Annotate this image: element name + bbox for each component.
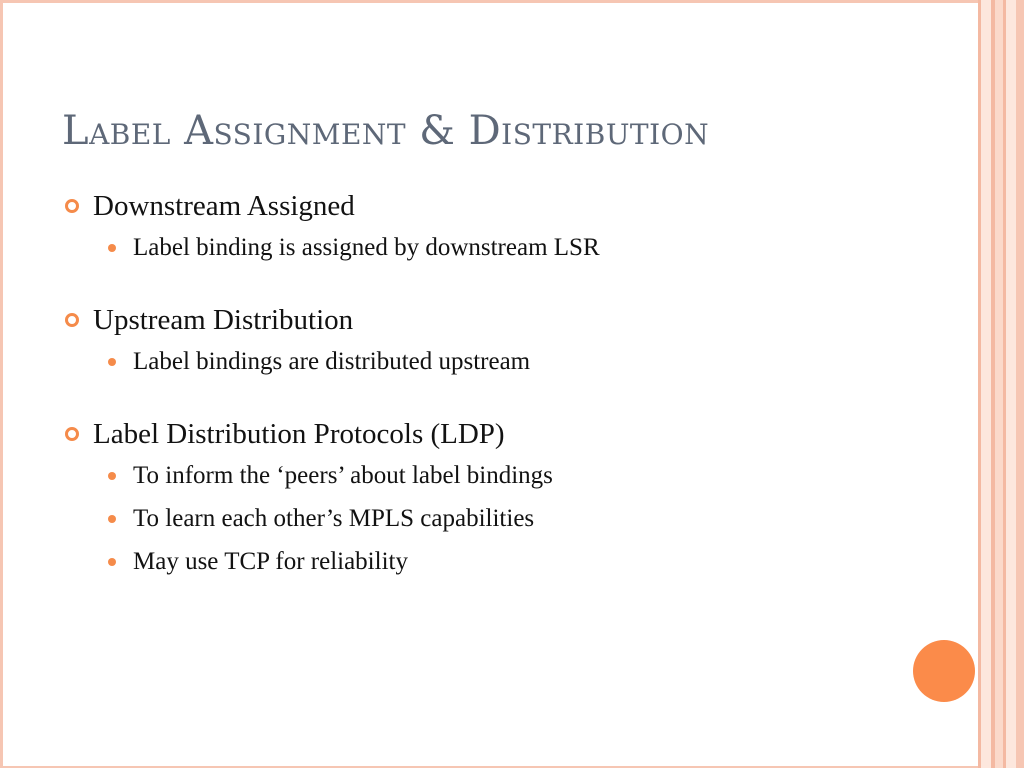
stripe	[981, 0, 991, 768]
bullet-level-2	[62, 454, 902, 497]
hollow-circle-icon	[65, 427, 79, 441]
bullet-text: Upstream Distribution	[93, 304, 354, 336]
sub-bullet-text: To learn each other’s MPLS capabilities	[133, 505, 535, 532]
bullet-group	[62, 300, 902, 383]
bullet-group	[62, 186, 902, 269]
sub-bullet-text: May use TCP for reliability	[133, 548, 408, 575]
filled-dot-icon	[108, 558, 116, 566]
stripe	[995, 0, 1003, 768]
hollow-circle-icon	[65, 313, 79, 327]
sub-bullet-text: To inform the ‘peers’ about label bindings	[133, 462, 553, 489]
stripe	[1006, 0, 1016, 768]
filled-dot-icon	[108, 472, 116, 480]
bullet-level-2	[62, 340, 902, 383]
bullet-level-2	[62, 226, 902, 269]
filled-dot-icon	[108, 358, 116, 366]
bullet-list	[62, 186, 902, 614]
sub-bullet-text: Label bindings are distributed upstream	[133, 348, 531, 375]
slide-title: Label Assignment & Distribution	[62, 108, 710, 154]
sub-bullet-text: Label binding is assigned by downstream LSR	[133, 234, 600, 261]
filled-dot-icon	[108, 515, 116, 523]
stripe	[1016, 0, 1024, 768]
frame-left-border	[0, 0, 3, 768]
bullet-text: Downstream Assigned	[93, 190, 355, 222]
bullet-text: Label Distribution Protocols (LDP)	[93, 418, 505, 450]
filled-dot-icon	[108, 244, 116, 252]
bullet-level-2	[62, 540, 902, 583]
bullet-level-1	[62, 414, 902, 454]
decorative-circle	[913, 640, 975, 702]
hollow-circle-icon	[65, 199, 79, 213]
decorative-stripes	[978, 0, 1024, 768]
bullet-level-2	[62, 497, 902, 540]
bullet-level-1	[62, 300, 902, 340]
frame-top-border	[0, 0, 1024, 3]
bullet-group	[62, 414, 902, 583]
bullet-level-1	[62, 186, 902, 226]
